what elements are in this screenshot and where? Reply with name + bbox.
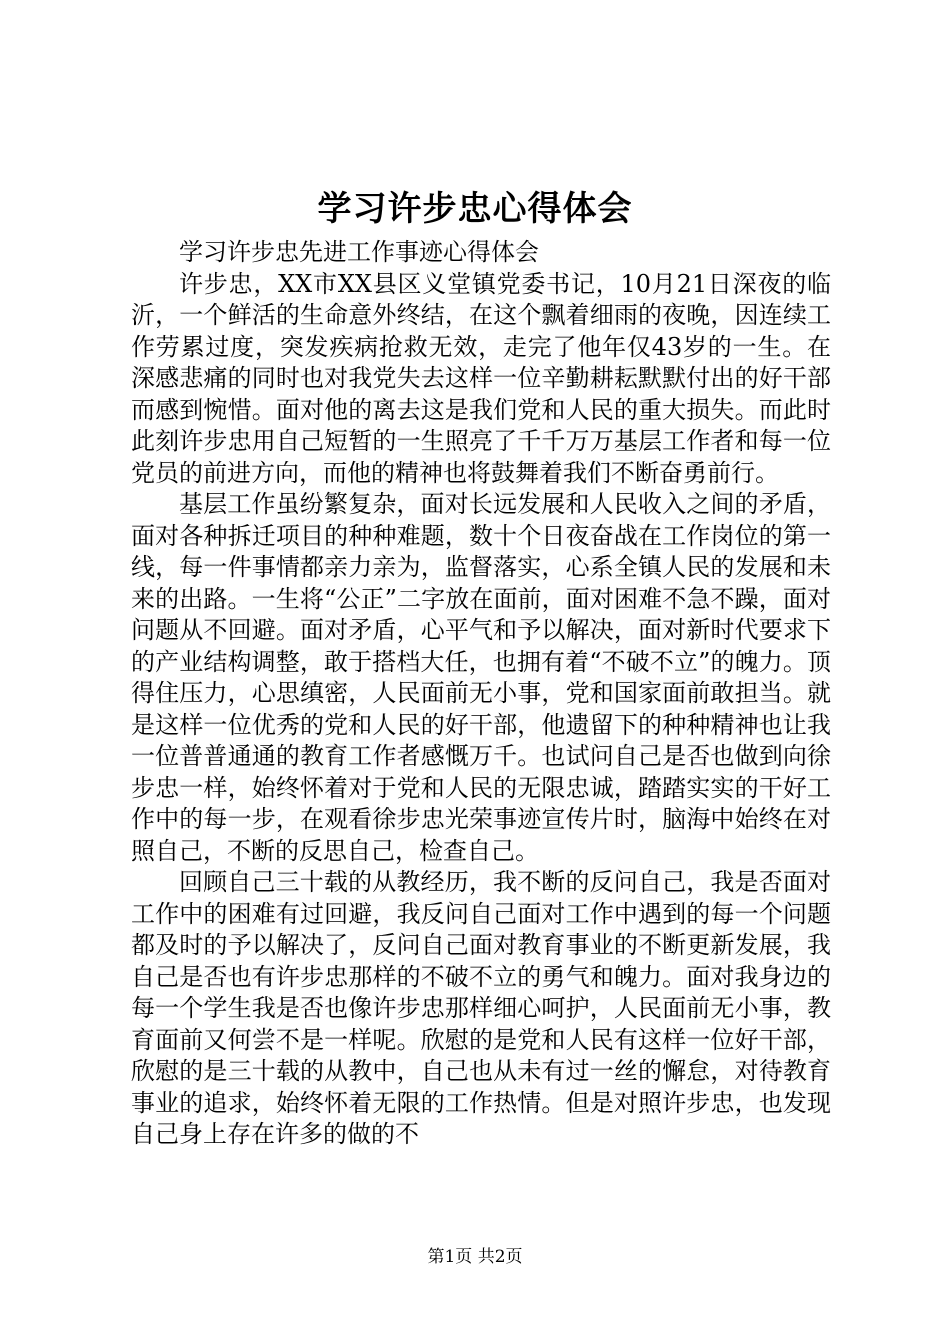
document-title: 学习许步忠心得体会 (317, 189, 633, 229)
paragraph-2: 基层工作虽纷繁复杂，面对长远发展和人民收入之间的矛盾，面对各种拆迁项目的种种难题，数十个日夜奋战在工作岗位的第一线，每一件事情都亲力亲为，监督落实，心系全镇人民的发展和未来的出路。一生将“公正”二字放在面前，面对困难不急不躁，面对问题从不回避。面对矛盾，心平气和予以解决，面对新时代要求下的产业结构调整，敢于搭档大任，也拥有着“不破不立”的魄力。顶得住压力，心思缜密，人民面前无小事，党和国家面前敢担当。就是这样一位优秀的党和人民的好干部，他遗留下的种种精神也让我一位普普通通的教育工作者感慨万千。也试问自己是否也做到向徐步忠一样，始终怀着对于党和人民的无限忠诚，踏踏实实的干好工作中的每一步，在观看徐步忠光荣事迹宣传片时，脑海中始终在对照自己，不断的反思自己，检查自己。 (131, 490, 831, 865)
document-subtitle: 学习许步忠先进工作事迹心得体会 (179, 238, 539, 266)
page-footer: 第1页 共2页 (427, 1247, 523, 1267)
paragraph-3: 回顾自己三十载的从教经历，我不断的反问自己，我是否面对工作中的困难有过回避，我反问自己面对工作中遇到的每一个问题都及时的予以解决了，反问自己面对教育事业的不断更新发展，我自己是否也有许步忠那样的不破不立的勇气和魄力。面对我身边的每一个学生我是否也像许步忠那样细心呵护，人民面前无小事，教育面前又何尝不是一样呢。欣慰的是党和人民有这样一位好干部，欣慰的是三十载的从教中，自己也从未有过一丝的懈怠，对待教育事业的追求，始终怀着无限的工作热情。但是对照许步忠，也发现自己身上存在许多的做的不 (131, 868, 831, 1148)
document-body (131, 237, 831, 1151)
paragraph-1: 许步忠，XX市XX县区义堂镇党委书记，10月21日深夜的临沂，一个鲜活的生命意外终结，在这个飘着细雨的夜晚，因连续工作劳累过度，突发疾病抢救无效，走完了他年仅43岁的一生。在深感悲痛的同时也对我党失去这样一位辛勤耕耘默默付出的好干部而感到惋惜。面对他的离去这是我们党和人民的重大损失。而此时此刻许步忠用自己短暂的一生照亮了千千万万基层工作者和每一位党员的前进方向，而他的精神也将鼓舞着我们不断奋勇前行。 (131, 269, 831, 487)
